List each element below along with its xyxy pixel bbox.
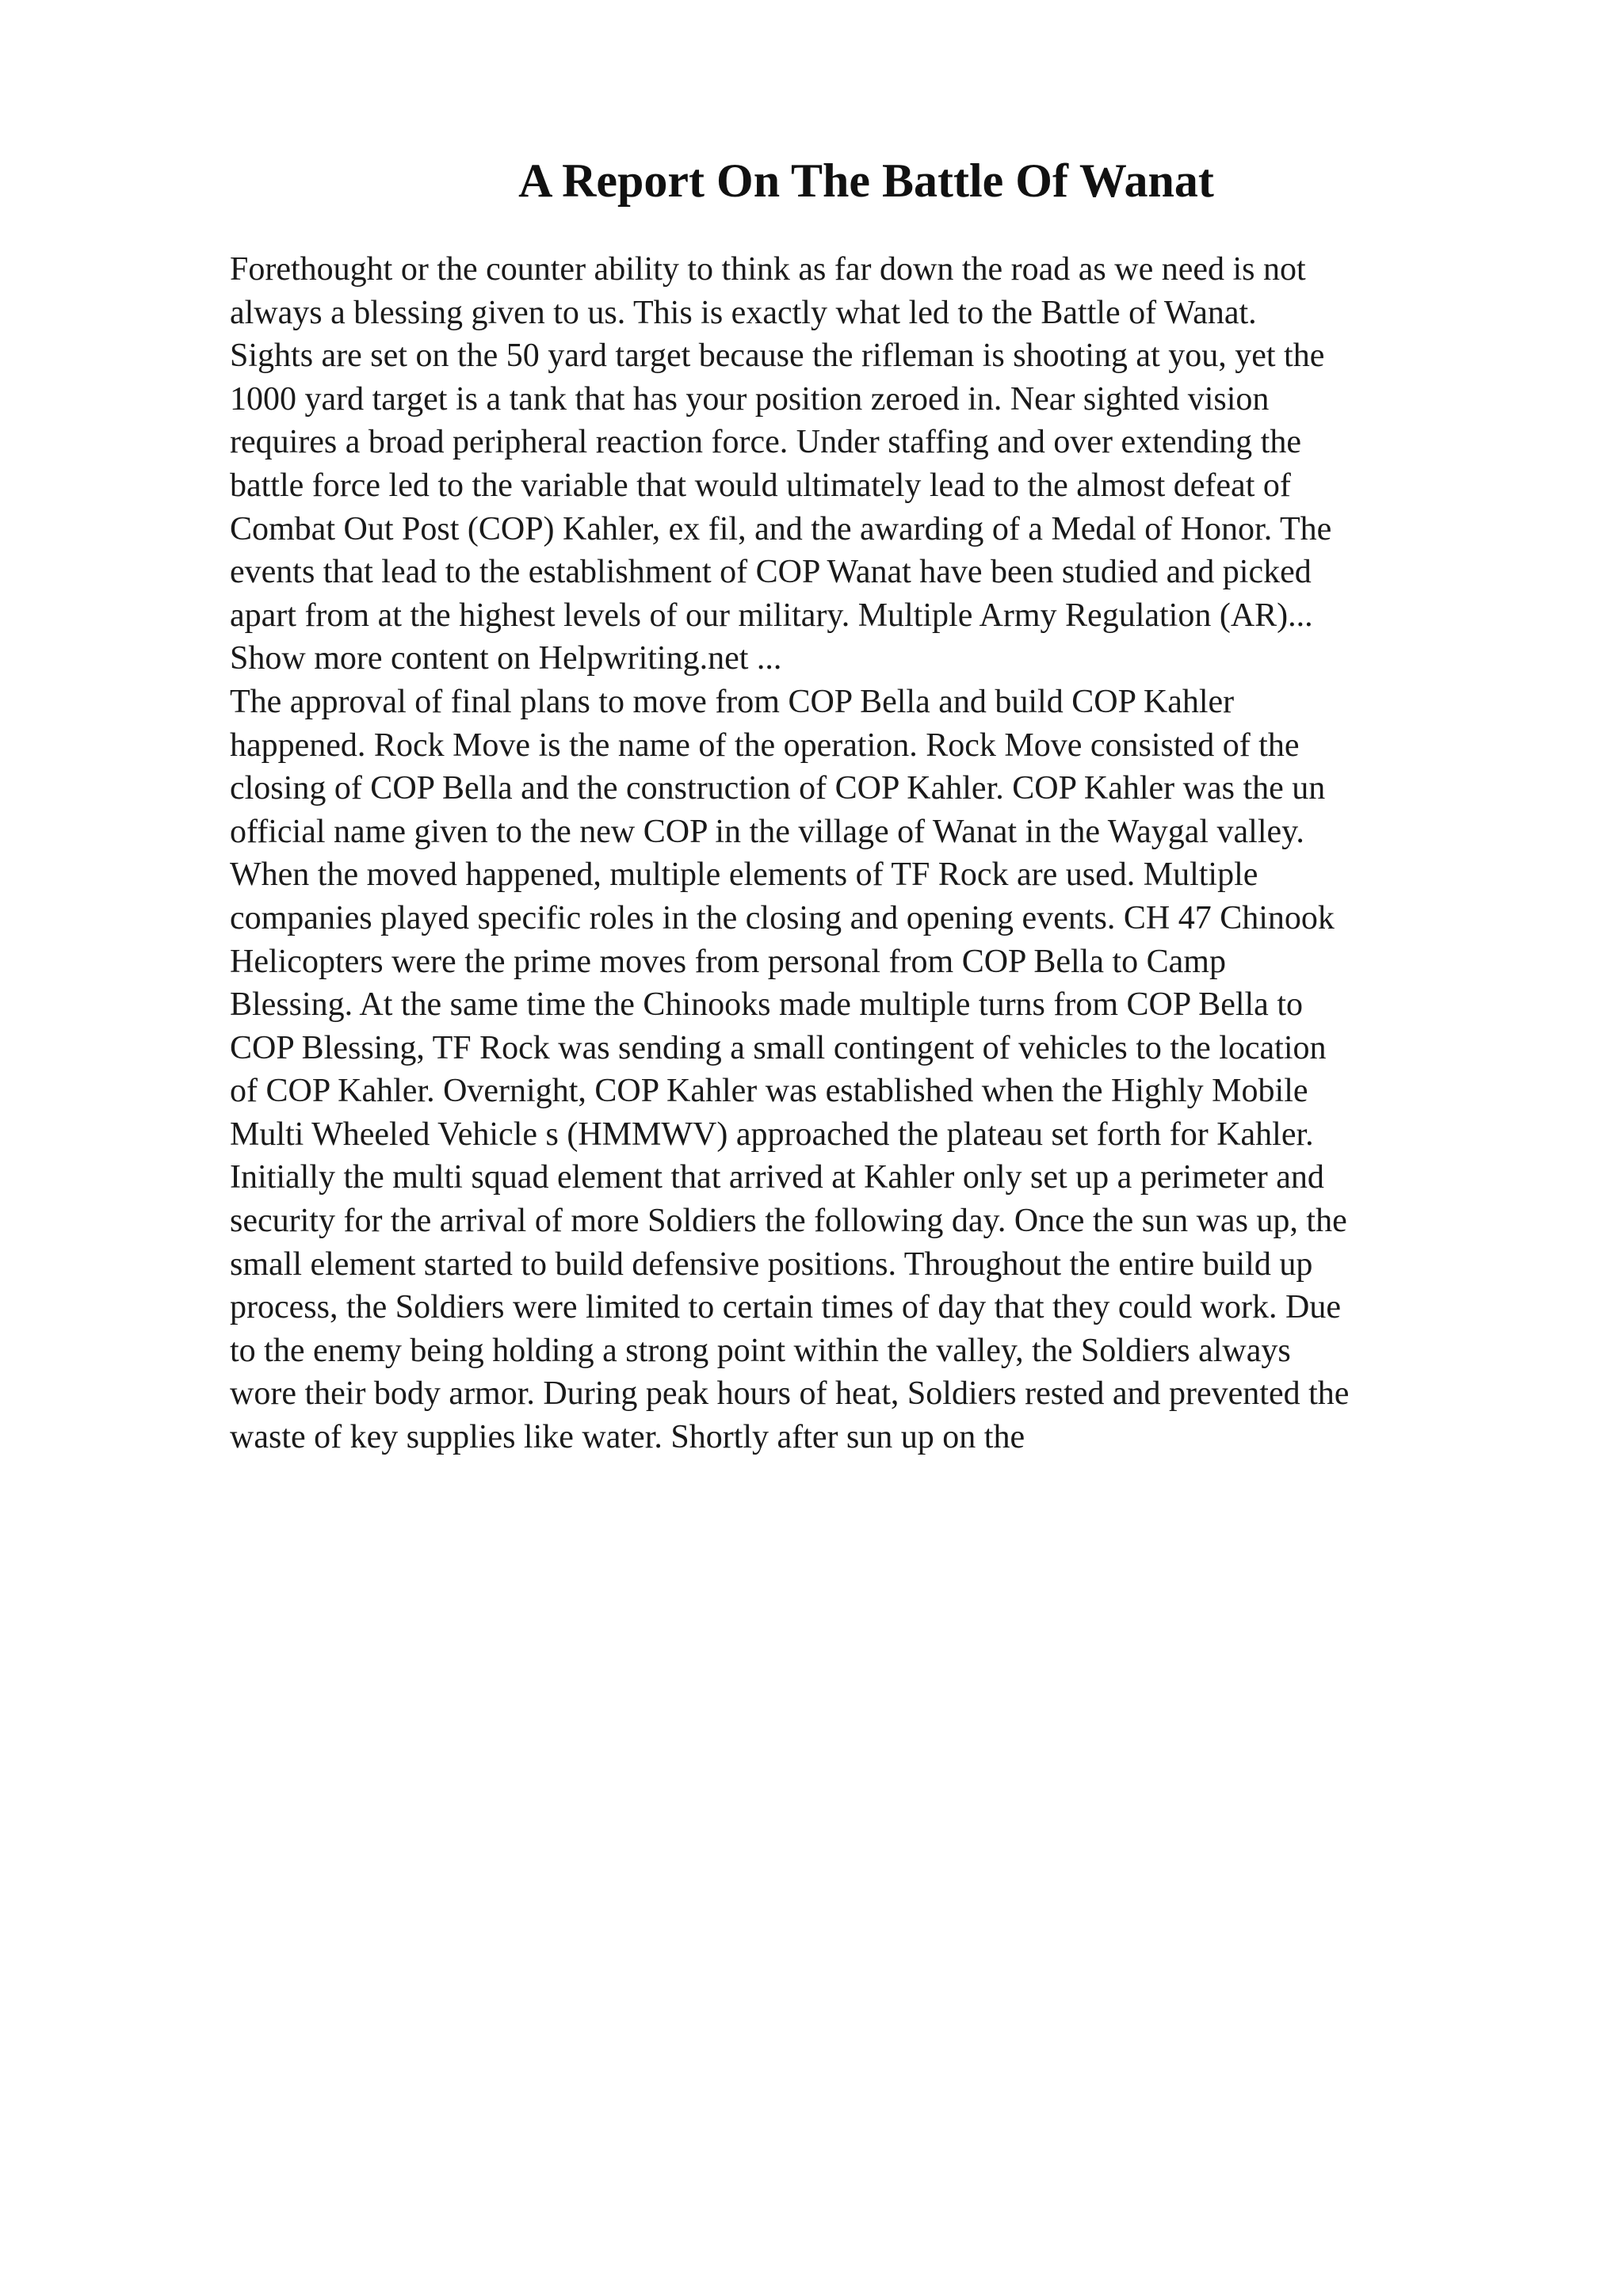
- body-line: Forethought or the counter ability to think as far down the road as we need is not: [230, 251, 1306, 288]
- body-line: Sights are set on the 50 yard target because the rifleman is shooting at you, yet the: [230, 338, 1325, 375]
- body-line: 1000 yard target is a tank that has your position zeroed in. Near sighted vision: [230, 380, 1270, 418]
- body-line: wore their body armor. During peak hours of heat, Soldiers rested and prevented the: [230, 1375, 1350, 1413]
- body-line: to the enemy being holding a strong point within the valley, the Soldiers always: [230, 1332, 1291, 1369]
- body-line: closing of COP Bella and the construction of COP Kahler. COP Kahler was the un: [230, 770, 1326, 807]
- body-line: events that lead to the establishment of COP Wanat have been studied and picked: [230, 554, 1312, 591]
- body-line: companies played specific roles in the closing and opening events. CH 47 Chinook: [230, 899, 1335, 936]
- body-line: requires a broad peripheral reaction force. Under staffing and over extending the: [230, 424, 1301, 461]
- body-line: always a blessing given to us. This is exactly what led to the Battle of Wanat.: [230, 294, 1257, 331]
- body-line: The approval of final plans to move from COP Bella and build COP Kahler: [230, 683, 1235, 720]
- body-line: Helicopters were the prime moves from personal from COP Bella to Camp: [230, 943, 1226, 980]
- body-line: Multi Wheeled Vehicle s (HMMWV) approached the plateau set forth for Kahler.: [230, 1116, 1314, 1153]
- body-line: Initially the multi squad element that arrived at Kahler only set up a perimeter and: [230, 1159, 1324, 1196]
- document-body: [230, 248, 1482, 1459]
- body-line: official name given to the new COP in the village of Wanat in the Waygal valley.: [230, 813, 1304, 850]
- body-line: apart from at the highest levels of our military. Multiple Army Regulation (AR)...: [230, 597, 1313, 634]
- body-line: of COP Kahler. Overnight, COP Kahler was established when the Highly Mobile: [230, 1073, 1308, 1110]
- body-line: When the moved happened, multiple elements of TF Rock are used. Multiple: [230, 856, 1258, 894]
- document-title: A Report On The Battle Of Wanat: [518, 154, 1214, 207]
- body-line: battle force led to the variable that would ultimately lead to the almost defeat of: [230, 467, 1291, 504]
- body-line: small element started to build defensive positions. Throughout the entire build up: [230, 1245, 1313, 1283]
- body-line: process, the Soldiers were limited to certain times of day that they could work. Due: [230, 1289, 1341, 1326]
- show-more-link[interactable]: Show more content on Helpwriting.net ...: [230, 640, 782, 677]
- body-line: waste of key supplies like water. Shortly after sun up on the: [230, 1419, 1025, 1456]
- body-line: COP Blessing, TF Rock was sending a small contingent of vehicles to the location: [230, 1029, 1327, 1066]
- body-line: Blessing. At the same time the Chinooks made multiple turns from COP Bella to: [230, 986, 1303, 1024]
- body-line: Combat Out Post (COP) Kahler, ex fil, and the awarding of a Medal of Honor. The: [230, 510, 1332, 547]
- body-line: security for the arrival of more Soldiers the following day. Once the sun was up, the: [230, 1203, 1347, 1240]
- body-line: happened. Rock Move is the name of the operation. Rock Move consisted of the: [230, 727, 1300, 764]
